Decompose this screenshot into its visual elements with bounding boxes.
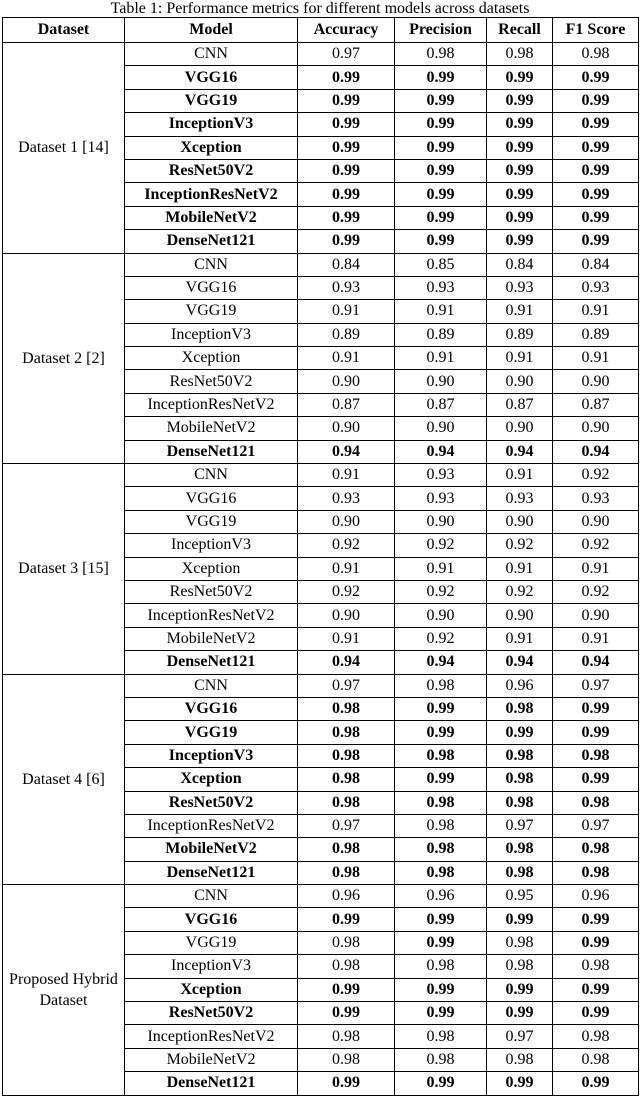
- f1-score-cell: 0.99: [553, 66, 639, 89]
- model-cell: ResNet50V2: [125, 159, 298, 182]
- recall-cell: 0.93: [487, 276, 553, 299]
- model-cell: CNN: [125, 253, 298, 276]
- accuracy-cell: 0.93: [298, 276, 395, 299]
- dataset-cell: Dataset 2 [2]: [3, 253, 125, 464]
- recall-cell: 0.89: [487, 323, 553, 346]
- f1-score-cell: 0.89: [553, 323, 639, 346]
- recall-cell: 0.98: [487, 955, 553, 978]
- precision-cell: 0.92: [395, 580, 487, 603]
- recall-cell: 0.95: [487, 885, 553, 908]
- table-row: [3, 674, 639, 697]
- model-cell: VGG16: [125, 908, 298, 931]
- accuracy-cell: 0.98: [298, 1025, 395, 1048]
- recall-cell: 0.90: [487, 417, 553, 440]
- recall-cell: 0.94: [487, 440, 553, 463]
- precision-cell: 0.98: [395, 861, 487, 884]
- accuracy-cell: 0.99: [298, 66, 395, 89]
- dataset-cell: Dataset 1 [14]: [3, 43, 125, 254]
- f1-score-cell: 0.99: [553, 1002, 639, 1025]
- model-cell: Xception: [125, 136, 298, 159]
- table-row: [3, 885, 639, 908]
- dataset-cell: Proposed Hybrid Dataset: [3, 885, 125, 1096]
- accuracy-cell: 0.90: [298, 510, 395, 533]
- precision-cell: 0.98: [395, 1025, 487, 1048]
- accuracy-cell: 0.98: [298, 791, 395, 814]
- model-cell: DenseNet121: [125, 1072, 298, 1095]
- f1-score-cell: 0.99: [553, 1072, 639, 1095]
- precision-cell: 0.93: [395, 487, 487, 510]
- table-row: [3, 253, 639, 276]
- recall-cell: 0.91: [487, 300, 553, 323]
- f1-score-cell: 0.99: [553, 206, 639, 229]
- model-cell: Xception: [125, 768, 298, 791]
- recall-cell: 0.98: [487, 768, 553, 791]
- recall-cell: 0.91: [487, 627, 553, 650]
- precision-cell: 0.99: [395, 1002, 487, 1025]
- model-cell: VGG16: [125, 697, 298, 720]
- precision-cell: 0.91: [395, 557, 487, 580]
- model-cell: VGG19: [125, 721, 298, 744]
- model-cell: ResNet50V2: [125, 580, 298, 603]
- recall-cell: 0.98: [487, 697, 553, 720]
- recall-cell: 0.99: [487, 1002, 553, 1025]
- recall-cell: 0.99: [487, 183, 553, 206]
- f1-score-cell: 0.91: [553, 557, 639, 580]
- precision-cell: 0.96: [395, 885, 487, 908]
- precision-cell: 0.99: [395, 113, 487, 136]
- model-cell: InceptionV3: [125, 113, 298, 136]
- accuracy-cell: 0.94: [298, 440, 395, 463]
- precision-cell: 0.98: [395, 1048, 487, 1071]
- model-cell: VGG16: [125, 487, 298, 510]
- precision-cell: 0.90: [395, 417, 487, 440]
- f1-score-cell: 0.98: [553, 1025, 639, 1048]
- precision-cell: 0.99: [395, 908, 487, 931]
- model-cell: Xception: [125, 978, 298, 1001]
- model-cell: DenseNet121: [125, 861, 298, 884]
- header-model: Model: [125, 18, 298, 43]
- precision-cell: 0.99: [395, 1072, 487, 1095]
- model-cell: ResNet50V2: [125, 370, 298, 393]
- precision-cell: 0.93: [395, 464, 487, 487]
- accuracy-cell: 0.97: [298, 43, 395, 66]
- f1-score-cell: 0.98: [553, 43, 639, 66]
- accuracy-cell: 0.91: [298, 627, 395, 650]
- precision-cell: 0.89: [395, 323, 487, 346]
- accuracy-cell: 0.98: [298, 861, 395, 884]
- accuracy-cell: 0.99: [298, 1072, 395, 1095]
- table-body: [3, 43, 639, 1096]
- f1-score-cell: 0.91: [553, 627, 639, 650]
- precision-cell: 0.99: [395, 931, 487, 954]
- precision-cell: 0.99: [395, 768, 487, 791]
- precision-cell: 0.94: [395, 651, 487, 674]
- recall-cell: 0.94: [487, 651, 553, 674]
- accuracy-cell: 0.87: [298, 393, 395, 416]
- f1-score-cell: 0.97: [553, 814, 639, 837]
- model-cell: VGG19: [125, 510, 298, 533]
- precision-cell: 0.92: [395, 534, 487, 557]
- model-cell: InceptionResNetV2: [125, 604, 298, 627]
- f1-score-cell: 0.94: [553, 440, 639, 463]
- recall-cell: 0.87: [487, 393, 553, 416]
- f1-score-cell: 0.92: [553, 534, 639, 557]
- model-cell: InceptionResNetV2: [125, 1025, 298, 1048]
- accuracy-cell: 0.93: [298, 487, 395, 510]
- f1-score-cell: 0.90: [553, 604, 639, 627]
- precision-cell: 0.98: [395, 744, 487, 767]
- f1-score-cell: 0.90: [553, 370, 639, 393]
- recall-cell: 0.90: [487, 510, 553, 533]
- recall-cell: 0.90: [487, 604, 553, 627]
- header-dataset: Dataset: [3, 18, 125, 43]
- accuracy-cell: 0.98: [298, 721, 395, 744]
- accuracy-cell: 0.90: [298, 417, 395, 440]
- f1-score-cell: 0.92: [553, 464, 639, 487]
- accuracy-cell: 0.91: [298, 300, 395, 323]
- table-row: [3, 464, 639, 487]
- precision-cell: 0.94: [395, 440, 487, 463]
- header-recall: Recall: [487, 18, 553, 43]
- recall-cell: 0.99: [487, 113, 553, 136]
- accuracy-cell: 0.99: [298, 230, 395, 253]
- recall-cell: 0.97: [487, 814, 553, 837]
- model-cell: InceptionResNetV2: [125, 393, 298, 416]
- recall-cell: 0.98: [487, 931, 553, 954]
- accuracy-cell: 0.92: [298, 580, 395, 603]
- model-cell: InceptionResNetV2: [125, 183, 298, 206]
- accuracy-cell: 0.98: [298, 838, 395, 861]
- f1-score-cell: 0.98: [553, 861, 639, 884]
- accuracy-cell: 0.98: [298, 1048, 395, 1071]
- model-cell: MobileNetV2: [125, 838, 298, 861]
- accuracy-cell: 0.98: [298, 955, 395, 978]
- model-cell: InceptionV3: [125, 744, 298, 767]
- model-cell: VGG19: [125, 300, 298, 323]
- precision-cell: 0.85: [395, 253, 487, 276]
- f1-score-cell: 0.99: [553, 721, 639, 744]
- recall-cell: 0.99: [487, 908, 553, 931]
- f1-score-cell: 0.91: [553, 347, 639, 370]
- f1-score-cell: 0.90: [553, 417, 639, 440]
- model-cell: DenseNet121: [125, 651, 298, 674]
- model-cell: CNN: [125, 674, 298, 697]
- header-row: [3, 18, 639, 43]
- accuracy-cell: 0.96: [298, 885, 395, 908]
- precision-cell: 0.99: [395, 721, 487, 744]
- model-cell: DenseNet121: [125, 440, 298, 463]
- recall-cell: 0.84: [487, 253, 553, 276]
- precision-cell: 0.90: [395, 510, 487, 533]
- f1-score-cell: 0.99: [553, 113, 639, 136]
- f1-score-cell: 0.92: [553, 580, 639, 603]
- precision-cell: 0.91: [395, 347, 487, 370]
- recall-cell: 0.97: [487, 1025, 553, 1048]
- accuracy-cell: 0.90: [298, 370, 395, 393]
- recall-cell: 0.99: [487, 978, 553, 1001]
- model-cell: InceptionV3: [125, 323, 298, 346]
- precision-cell: 0.92: [395, 627, 487, 650]
- accuracy-cell: 0.94: [298, 651, 395, 674]
- f1-score-cell: 0.93: [553, 487, 639, 510]
- precision-cell: 0.98: [395, 814, 487, 837]
- model-cell: InceptionV3: [125, 534, 298, 557]
- f1-score-cell: 0.99: [553, 931, 639, 954]
- recall-cell: 0.90: [487, 370, 553, 393]
- recall-cell: 0.98: [487, 791, 553, 814]
- precision-cell: 0.98: [395, 43, 487, 66]
- recall-cell: 0.99: [487, 66, 553, 89]
- precision-cell: 0.98: [395, 791, 487, 814]
- recall-cell: 0.99: [487, 159, 553, 182]
- accuracy-cell: 0.99: [298, 206, 395, 229]
- metrics-table: [2, 17, 639, 1096]
- accuracy-cell: 0.84: [298, 253, 395, 276]
- f1-score-cell: 0.99: [553, 697, 639, 720]
- accuracy-cell: 0.99: [298, 159, 395, 182]
- precision-cell: 0.99: [395, 978, 487, 1001]
- f1-score-cell: 0.97: [553, 674, 639, 697]
- f1-score-cell: 0.93: [553, 276, 639, 299]
- recall-cell: 0.99: [487, 89, 553, 112]
- model-cell: MobileNetV2: [125, 206, 298, 229]
- accuracy-cell: 0.99: [298, 113, 395, 136]
- recall-cell: 0.99: [487, 230, 553, 253]
- accuracy-cell: 0.92: [298, 534, 395, 557]
- f1-score-cell: 0.99: [553, 230, 639, 253]
- accuracy-cell: 0.99: [298, 136, 395, 159]
- accuracy-cell: 0.99: [298, 1002, 395, 1025]
- f1-score-cell: 0.99: [553, 89, 639, 112]
- header-f1-score: F1 Score: [553, 18, 639, 43]
- model-cell: Xception: [125, 347, 298, 370]
- recall-cell: 0.99: [487, 1072, 553, 1095]
- recall-cell: 0.98: [487, 838, 553, 861]
- precision-cell: 0.99: [395, 159, 487, 182]
- recall-cell: 0.92: [487, 580, 553, 603]
- recall-cell: 0.99: [487, 136, 553, 159]
- f1-score-cell: 0.99: [553, 978, 639, 1001]
- model-cell: MobileNetV2: [125, 1048, 298, 1071]
- recall-cell: 0.92: [487, 534, 553, 557]
- model-cell: VGG16: [125, 66, 298, 89]
- model-cell: VGG16: [125, 276, 298, 299]
- precision-cell: 0.99: [395, 66, 487, 89]
- accuracy-cell: 0.99: [298, 908, 395, 931]
- f1-score-cell: 0.98: [553, 744, 639, 767]
- dataset-cell: Dataset 4 [6]: [3, 674, 125, 885]
- accuracy-cell: 0.99: [298, 183, 395, 206]
- recall-cell: 0.99: [487, 721, 553, 744]
- accuracy-cell: 0.98: [298, 744, 395, 767]
- table-row: [3, 43, 639, 66]
- model-cell: CNN: [125, 43, 298, 66]
- precision-cell: 0.87: [395, 393, 487, 416]
- f1-score-cell: 0.90: [553, 510, 639, 533]
- header-accuracy: Accuracy: [298, 18, 395, 43]
- f1-score-cell: 0.99: [553, 136, 639, 159]
- recall-cell: 0.91: [487, 347, 553, 370]
- accuracy-cell: 0.98: [298, 931, 395, 954]
- recall-cell: 0.98: [487, 43, 553, 66]
- accuracy-cell: 0.97: [298, 814, 395, 837]
- precision-cell: 0.99: [395, 183, 487, 206]
- table-caption: Table 1: Performance metrics for different models across datasets: [110, 0, 530, 17]
- accuracy-cell: 0.89: [298, 323, 395, 346]
- precision-cell: 0.99: [395, 206, 487, 229]
- f1-score-cell: 0.91: [553, 300, 639, 323]
- recall-cell: 0.93: [487, 487, 553, 510]
- model-cell: Xception: [125, 557, 298, 580]
- accuracy-cell: 0.99: [298, 89, 395, 112]
- model-cell: DenseNet121: [125, 230, 298, 253]
- accuracy-cell: 0.97: [298, 674, 395, 697]
- recall-cell: 0.96: [487, 674, 553, 697]
- precision-cell: 0.93: [395, 276, 487, 299]
- precision-cell: 0.98: [395, 838, 487, 861]
- precision-cell: 0.98: [395, 674, 487, 697]
- model-cell: CNN: [125, 885, 298, 908]
- f1-score-cell: 0.84: [553, 253, 639, 276]
- accuracy-cell: 0.98: [298, 697, 395, 720]
- dataset-cell: Dataset 3 [15]: [3, 464, 125, 675]
- precision-cell: 0.98: [395, 955, 487, 978]
- model-cell: MobileNetV2: [125, 417, 298, 440]
- f1-score-cell: 0.98: [553, 838, 639, 861]
- accuracy-cell: 0.91: [298, 464, 395, 487]
- accuracy-cell: 0.91: [298, 347, 395, 370]
- model-cell: VGG19: [125, 89, 298, 112]
- recall-cell: 0.98: [487, 744, 553, 767]
- model-cell: VGG19: [125, 931, 298, 954]
- model-cell: ResNet50V2: [125, 1002, 298, 1025]
- model-cell: CNN: [125, 464, 298, 487]
- f1-score-cell: 0.87: [553, 393, 639, 416]
- precision-cell: 0.99: [395, 136, 487, 159]
- f1-score-cell: 0.99: [553, 768, 639, 791]
- f1-score-cell: 0.96: [553, 885, 639, 908]
- recall-cell: 0.91: [487, 557, 553, 580]
- accuracy-cell: 0.90: [298, 604, 395, 627]
- f1-score-cell: 0.99: [553, 908, 639, 931]
- precision-cell: 0.99: [395, 230, 487, 253]
- f1-score-cell: 0.98: [553, 791, 639, 814]
- model-cell: InceptionResNetV2: [125, 814, 298, 837]
- f1-score-cell: 0.98: [553, 1048, 639, 1071]
- precision-cell: 0.99: [395, 89, 487, 112]
- precision-cell: 0.91: [395, 300, 487, 323]
- f1-score-cell: 0.99: [553, 159, 639, 182]
- f1-score-cell: 0.99: [553, 183, 639, 206]
- precision-cell: 0.99: [395, 697, 487, 720]
- recall-cell: 0.98: [487, 1048, 553, 1071]
- recall-cell: 0.91: [487, 464, 553, 487]
- recall-cell: 0.98: [487, 861, 553, 884]
- f1-score-cell: 0.98: [553, 955, 639, 978]
- precision-cell: 0.90: [395, 370, 487, 393]
- accuracy-cell: 0.98: [298, 768, 395, 791]
- model-cell: InceptionV3: [125, 955, 298, 978]
- accuracy-cell: 0.91: [298, 557, 395, 580]
- model-cell: MobileNetV2: [125, 627, 298, 650]
- recall-cell: 0.99: [487, 206, 553, 229]
- f1-score-cell: 0.94: [553, 651, 639, 674]
- accuracy-cell: 0.99: [298, 978, 395, 1001]
- precision-cell: 0.90: [395, 604, 487, 627]
- model-cell: ResNet50V2: [125, 791, 298, 814]
- header-precision: Precision: [395, 18, 487, 43]
